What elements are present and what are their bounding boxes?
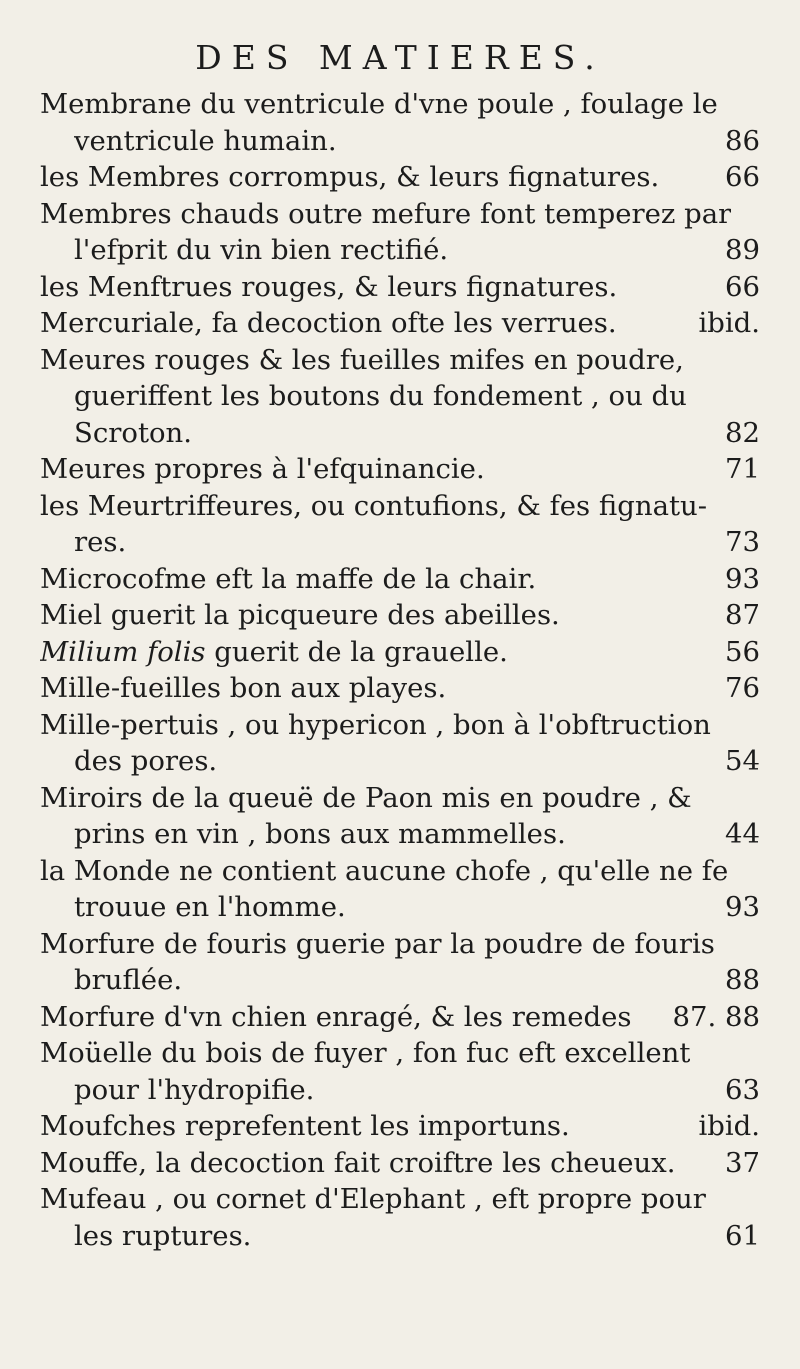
index-entry-line xyxy=(40,305,760,342)
index-entry-line xyxy=(40,86,760,123)
index-entry-text: Moufches reprefentent les importuns. xyxy=(40,1110,570,1142)
index-entry-text: Moüelle du bois de fuyer , fon fuc eft excellent xyxy=(40,1037,691,1069)
index-entry-text: res. xyxy=(74,526,127,558)
index-entry-line xyxy=(40,634,760,671)
index-entry xyxy=(40,451,760,488)
page-reference: 93 xyxy=(725,891,760,923)
index-entry xyxy=(40,780,760,853)
page-reference: 56 xyxy=(725,635,760,668)
index-entry-text: Microcofme eft la maffe de la chair. xyxy=(40,562,537,595)
page-reference: 76 xyxy=(725,672,760,704)
index-entry-line xyxy=(40,597,760,634)
index-entry-line xyxy=(40,816,760,853)
index-entry xyxy=(40,1035,760,1108)
page-reference: 82 xyxy=(725,416,760,449)
index-entry-line xyxy=(40,342,760,379)
index-entry-line xyxy=(40,1108,760,1145)
index-entry-line xyxy=(40,1072,760,1109)
index-entry xyxy=(40,707,760,780)
index-entry xyxy=(40,196,760,269)
index-entry-line xyxy=(40,999,760,1036)
index-entry xyxy=(40,1108,760,1145)
index-entry-italic-term: Milium folis xyxy=(40,635,206,668)
index-entry-text: pour l'hydropifie. xyxy=(74,1073,315,1106)
page-reference: 54 xyxy=(725,745,760,777)
index-entry-line xyxy=(40,743,760,780)
index-entry-line xyxy=(40,269,760,306)
index-entry-line xyxy=(40,707,760,744)
index-entries xyxy=(40,86,760,1254)
index-entry-text-rest: guerit de la grauelle. xyxy=(214,635,508,668)
index-entry xyxy=(40,597,760,634)
index-entry-text: Meures propres à l'efquinancie. xyxy=(40,453,485,485)
index-entry-line xyxy=(40,853,760,890)
page-reference: 63 xyxy=(725,1073,760,1106)
index-entry-text: gueriffent les boutons du fondement , ou du xyxy=(74,380,687,412)
index-entry-text: Mille-fueilles bon aux playes. xyxy=(40,672,447,704)
index-entry-text: trouue en l'homme. xyxy=(74,891,346,923)
index-entry-text: bruflée. xyxy=(74,964,183,996)
index-entry-line xyxy=(40,1145,760,1182)
index-entry-line xyxy=(40,123,760,160)
page-reference: ibid. xyxy=(698,1110,760,1142)
index-entry-text: Membrane du ventricule d'vne poule , foulage le xyxy=(40,88,718,120)
index-entry-line xyxy=(40,561,760,598)
page-reference: 37 xyxy=(725,1146,760,1179)
index-entry-text: les ruptures. xyxy=(74,1219,252,1252)
index-entry-line xyxy=(40,415,760,452)
page-reference: 71 xyxy=(725,453,760,485)
index-entry-text: Mille-pertuis , ou hypericon , bon à l'obftruction xyxy=(40,708,711,741)
index-entry xyxy=(40,634,760,671)
index-entry xyxy=(40,1145,760,1182)
index-entry-text: ventricule humain. xyxy=(74,124,337,157)
running-head: DES MATIERES. xyxy=(195,38,605,77)
index-entry-line xyxy=(40,1035,760,1072)
index-entry-line xyxy=(40,889,760,926)
index-entry-line xyxy=(40,488,760,525)
index-entry xyxy=(40,488,760,561)
index-entry-line xyxy=(40,196,760,233)
index-entry-text: Miroirs de la queuë de Paon mis en poudre , & xyxy=(40,781,692,814)
index-entry-line xyxy=(40,451,760,488)
index-entry-text xyxy=(40,634,508,671)
page-reference: ibid. xyxy=(698,307,760,339)
page-reference: 87 xyxy=(725,599,760,631)
index-entry-line xyxy=(40,378,760,415)
page-reference: 44 xyxy=(725,818,760,850)
index-entry-text: Mufeau , ou cornet d'Elephant , eft propre pour xyxy=(40,1183,706,1215)
index-entry xyxy=(40,853,760,926)
page-reference: 73 xyxy=(725,526,760,558)
index-entry-line xyxy=(40,670,760,707)
index-entry xyxy=(40,269,760,306)
index-entry xyxy=(40,670,760,707)
page-reference: 88 xyxy=(725,964,760,996)
index-entry-text: les Menftrues rouges, & leurs fignatures. xyxy=(40,270,618,303)
page-reference: 87. 88 xyxy=(672,1000,760,1033)
index-entry-text: prins en vin , bons aux mammelles. xyxy=(74,818,566,850)
index-entry xyxy=(40,999,760,1036)
index-entry-text: des pores. xyxy=(74,745,218,777)
index-entry-text: Mercuriale, fa decoction ofte les verrues. xyxy=(40,307,617,339)
index-entry-text: Mouffe, la decoction fait croiftre les cheueux. xyxy=(40,1146,676,1179)
index-entry xyxy=(40,86,760,159)
index-entry-line xyxy=(40,780,760,817)
index-entry xyxy=(40,1181,760,1254)
index-entry xyxy=(40,159,760,196)
page-reference: 66 xyxy=(725,270,760,303)
page-reference: 93 xyxy=(725,562,760,595)
index-entry-line xyxy=(40,159,760,196)
index-entry-text: Membres chauds outre mefure font temperez par xyxy=(40,197,732,230)
index-entry-line xyxy=(40,926,760,963)
page-reference: 61 xyxy=(725,1219,760,1252)
index-entry-text: Morfure de fouris guerie par la poudre de fouris xyxy=(40,927,715,960)
index-entry-line xyxy=(40,1181,760,1218)
page-reference: 86 xyxy=(725,124,760,157)
index-entry xyxy=(40,305,760,342)
page-reference: 66 xyxy=(725,161,760,193)
index-entry xyxy=(40,561,760,598)
page-reference: 89 xyxy=(725,234,760,266)
index-entry-text: les Meurtriffeures, ou contufions, & fes fignatu- xyxy=(40,489,708,522)
index-entry-text: Miel guerit la picqueure des abeilles. xyxy=(40,599,560,631)
index-entry-line xyxy=(40,1218,760,1255)
index-entry-text: la Monde ne contient aucune chofe , qu'elle ne fe xyxy=(40,854,729,887)
index-entry-text: les Membres corrompus, & leurs fignatures. xyxy=(40,161,660,193)
index-entry-text: Morfure d'vn chien enragé, & les remedes xyxy=(40,1000,632,1033)
index-entry xyxy=(40,342,760,452)
index-entry-text: Meures rouges & les fueilles mifes en poudre, xyxy=(40,343,684,376)
index-entry-line xyxy=(40,524,760,561)
index-entry-line xyxy=(40,962,760,999)
index-entry xyxy=(40,926,760,999)
index-entry-text: l'efprit du vin bien rectifié. xyxy=(74,234,449,266)
index-entry-line xyxy=(40,232,760,269)
index-entry-text: Scroton. xyxy=(74,416,193,449)
